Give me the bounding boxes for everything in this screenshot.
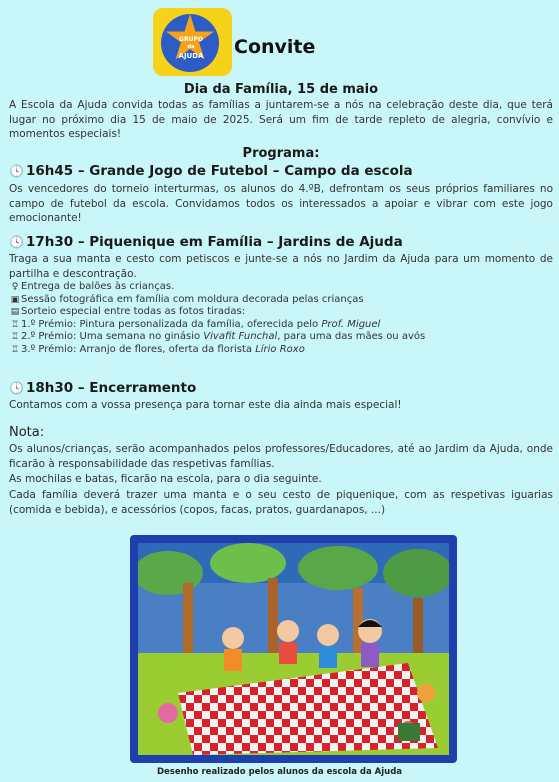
clock-icon: 🕓	[9, 235, 24, 249]
note-paragraph-2: As mochilas e batas, ficarão na escola, para o dia seguinte.	[9, 473, 322, 485]
item-closing-title-text: 18h30 – Encerramento	[25, 380, 197, 396]
item-football-title	[9, 163, 553, 179]
prize-item: ♖ 3.º Prémio: Arranjo de flores, oferta da florista Lírio Roxo	[10, 343, 305, 355]
note-paragraph-3: Cada família deverá trazer uma manta e o seu cesto de piquenique, com as respetivas iguarias (comida e bebida), e acessórios (copos, facas, pratos, guardanapos, ...)	[9, 489, 553, 516]
children-drawing	[138, 543, 449, 755]
logo-text-1: GRUPO	[179, 36, 203, 43]
item-closing-text: Contamos com a vossa presença para tornar este dia ainda mais especial!	[9, 399, 402, 411]
header	[0, 6, 559, 78]
item-picnic-title-text: 17h30 – Piquenique em Família – Jardins de Ajuda	[25, 234, 403, 250]
list-item: ♀ Entrega de balões às crianças.	[9, 281, 553, 294]
balloon-icon: ♀	[11, 282, 19, 292]
list-item: ▣ Sessão fotográfica em família com moldura decorada pelas crianças	[10, 293, 364, 305]
prize-item: ♖ 2.º Prémio: Uma semana no ginásio Vivafit Funchal, para uma das mães ou avós	[10, 331, 426, 342]
camera-icon: ▣	[10, 294, 20, 305]
item-picnic-title	[9, 234, 553, 250]
program-heading: Programa:	[242, 146, 320, 161]
prize-item: ♖ 1.º Prémio: Pintura personalizada da família, oferecida pelo Prof. Miguel	[10, 318, 381, 330]
picnic-drawing	[138, 543, 449, 755]
clock-icon: 🕓	[9, 164, 24, 178]
item-picnic-text: Traga a sua manta e cesto com petiscos e junte-se a nós no Jardim da Ajuda para um momento de partilha e descontração.	[9, 253, 553, 280]
medal-icon: ♖	[10, 332, 20, 342]
picnic-activities	[9, 281, 553, 356]
logo-text-2: da	[187, 44, 195, 50]
item-football-text: Os vencedores do torneio interturmas, os alunos do 4.ºB, defrontam os seus próprios familiares no campo de futebol da escola. Convidamos todos os interessados a apoiar e vibrar com este jogo emocionante!	[9, 183, 553, 224]
clock-icon: 🕓	[9, 381, 24, 395]
drawing-caption: Desenho realizado pelos alunos da escola da Ajuda	[156, 767, 403, 777]
event-heading: Dia da Família, 15 de maio	[183, 82, 379, 97]
medal-icon: ♖	[10, 319, 20, 330]
medal-icon: ♖	[10, 344, 20, 355]
page-title: Convite	[234, 36, 316, 58]
drawing-frame	[130, 535, 457, 763]
school-logo	[153, 8, 232, 76]
list-item: ▤ Sorteio especial entre todas as fotos tiradas:	[10, 306, 246, 317]
gift-icon: ▤	[10, 307, 20, 317]
event-intro: A Escola da Ajuda convida todas as famílias a juntarem-se a nós na celebração deste dia, que terá lugar no próximo dia 15 de maio de 2025. Será um fim de tarde repleto de alegria, convívio e momentos especiais!	[9, 99, 553, 140]
note-paragraph-1: Os alunos/crianças, serão acompanhados pelos professores/Educadores, até ao Jardim da Ajuda, onde ficarão à responsabilidade das respetivas famílias.	[9, 443, 553, 470]
note-heading: Nota:	[9, 425, 45, 440]
item-football-title-text: 16h45 – Grande Jogo de Futebol – Campo da escola	[25, 163, 413, 179]
item-closing-title	[9, 380, 553, 396]
logo-text-3: AJUDA	[178, 52, 204, 60]
